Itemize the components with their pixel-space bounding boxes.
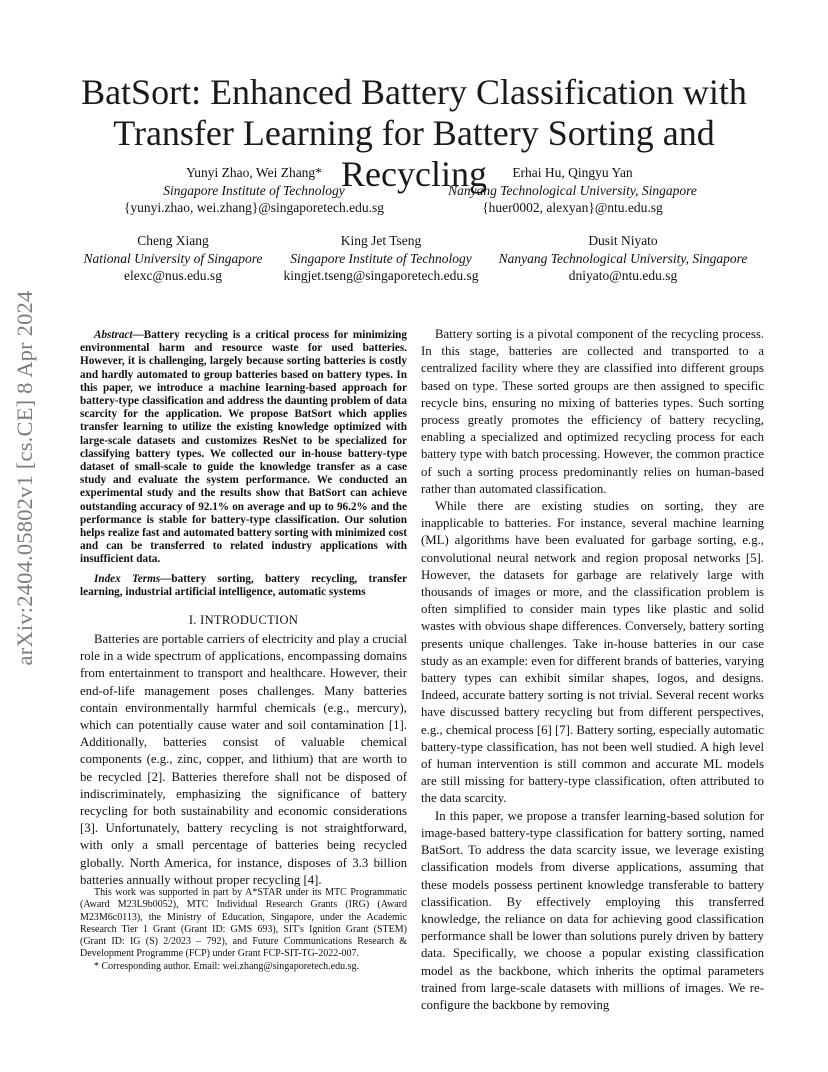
author-email: elexc@nus.edu.sg <box>124 268 222 283</box>
section-heading: I. INTRODUCTION <box>188 613 299 627</box>
corresponding-author-footnote: * Corresponding author. Email: wei.zhang@singaporetech.edu.sg. <box>94 960 359 972</box>
footnote <box>80 887 407 973</box>
paragraph: In this paper, we propose a transfer learning-based solution for image-based battery-type classification for battery sorting, named BatSort. To address the data scarcity issue, we leverage existing classification models from diverse applications, assuming that these models possess pertinent knowledge transferable to battery classification. By effectively employing this transferred knowledge, the reliance on data for achieving good classification performance shall be lower than solutions purely driven by battery data. Specifically, we choose a popular existing classification model as the backbone, which inherits the optimal parameters trained from large-scale datasets with millions of images. We re-configure the backbone by removing <box>421 808 764 1012</box>
abstract-label: Abstract <box>94 329 133 341</box>
author-names: Yunyi Zhao, Wei Zhang* <box>186 165 322 180</box>
author-affiliation: Nanyang Technological University, Singapore <box>498 250 748 266</box>
abstract-text: —Battery recycling is a critical process for minimizing environmental harm and resource waste for used batteries. However, it is challenging, largely because sorting batteries is costly and hardly automated to group batteries based on battery types. In this paper, we introduce a machine learning-based approach for battery-type classification and address the daunting problem of data scarcity for the application. We propose BatSort which applies transfer learning to utilize the existing knowledge optimized with large-scale datasets and customizes ResNet to be specialized for classifying battery types. We collected our in-house battery-type dataset of small-scale to guide the knowledge transfer as a case study and evaluate the system performance. We conducted an experimental study and the results show that BatSort can achieve outstanding accuracy of 92.1% on average and up to 96.2% and the performance is stable for battery-type classification. Our solution helps realize fast and automated battery sorting with minimized cost and can be transferred to related industry applications with insufficient data. <box>80 329 407 566</box>
author-block-2 <box>420 164 725 217</box>
author-email: {huer0002, alexyan}@ntu.edu.sg <box>482 200 663 215</box>
funding-footnote: This work was supported in part by A*STAR under its MTC Programmatic (Award M23L9b0052), MTC Individual Research Grants (IRG) (Award M23M6c0113), the Ministry of Education, Singapore, under the Academic Research Tier 1 Grant (Grant ID: GMS 693), SIT's Ignition Grant (STEM) (Grant ID: IG (S) 2/2023 – 792), and Future Communications Research & Development Programme (FCP) under Grant FCP-SIT-TG-2022-007. <box>80 887 407 960</box>
author-block-1 <box>104 164 404 217</box>
right-column-body <box>421 326 764 1014</box>
title-line-1: BatSort: Enhanced Battery Classification with <box>81 72 747 112</box>
author-block-4 <box>276 232 486 285</box>
author-email: {yunyi.zhao, wei.zhang}@singaporetech.edu.sg <box>123 200 385 215</box>
author-names: Erhai Hu, Qingyu Yan <box>512 165 633 180</box>
author-affiliation: Singapore Institute of Technology <box>290 250 472 266</box>
paragraph: Battery sorting is a pivotal component of the recycling process. In this stage, batteries are collected and transported to a centralized facility where they are classified into different groups based on type. These sorted groups are then assigned to specific recycle bins, ensuring no mixing of batteries types. Such sorting process greatly promotes the efficiency of battery recycling, enabling a specialized and optimized recycling process for each battery type with batch processing. However, the common practice of such a sorting process predominantly relies on human-based rather than automated classification. <box>421 327 764 496</box>
abstract <box>80 329 407 567</box>
author-block-3 <box>68 232 278 285</box>
author-names: Cheng Xiang <box>137 233 209 248</box>
index-terms-text: —battery sorting, battery recycling, transfer learning, industrial artificial intelligence, automatic systems <box>80 573 407 599</box>
paragraph: While there are existing studies on sorting, they are inapplicable to batteries. For instance, several machine learning (ML) algorithms have been evaluated for garbage sorting, e.g., convolutional neural network and region proposal networks [5]. However, the datasets for garbage are relatively large with thousands of images or more, and the classification problem is often simplified to consider main types like plastic and solid wastes with obvious shape differences. Conversely, battery sorting presents unique challenges. Take in-house batteries in our case study as an example: even for different brands of batteries, varying battery types can exhibit similar shapes, logos, and designs. Indeed, accurate battery sorting is not trivial. Several recent works have discussed battery recycling but from different perspectives, e.g., chemical process [6] [7]. Battery sorting, especially automatic battery-type classification, has not been well studied. A high level of human intervention is still common and accurate ML models are still missing for battery-type classification, often attributed to the data scarcity. <box>421 499 764 806</box>
author-affiliation: National University of Singapore <box>83 250 263 266</box>
left-column-body <box>80 631 407 889</box>
author-affiliation: Nanyang Technological University, Singapore <box>448 182 697 198</box>
author-email: dniyato@ntu.edu.sg <box>568 268 678 283</box>
index-terms <box>80 573 407 599</box>
arxiv-identifier: arXiv:2404.05802v1 [cs.CE] 8 Apr 2024 <box>12 290 37 666</box>
author-affiliation: Singapore Institute of Technology <box>163 182 345 198</box>
index-terms-label: Index Terms <box>94 573 161 585</box>
author-email: kingjet.tseng@singaporetech.edu.sg <box>283 268 479 283</box>
title-line-2: Transfer Learning for Battery Sorting and Recycling <box>113 113 715 194</box>
paragraph: Batteries are portable carriers of electricity and play a crucial role in a wide spectrum of applications, encompassing domains from entertainment to transport and healthcare. However, their end-of-life management poses challenges. Many batteries contain environmentally harmful chemicals (e.g., mercury), which can potentially cause water and soil contamination [1]. Additionally, batteries consist of valuable chemical components (e.g., zinc, copper, and lithium) that are worth to be recycled [2]. Batteries therefore shall not be disposed of indiscriminately, emphasizing the significance of battery recycling for both sustainability and economic considerations [3]. Unfortunately, battery recycling is not straightforward, with only a small percentage of batteries being recycled globally. North America, for instance, disposes of 3.3 billion batteries annually without proper recycling [4]. <box>80 632 407 887</box>
author-block-5 <box>488 232 758 285</box>
author-names: Dusit Niyato <box>588 233 658 248</box>
author-names: King Jet Tseng <box>340 233 422 248</box>
